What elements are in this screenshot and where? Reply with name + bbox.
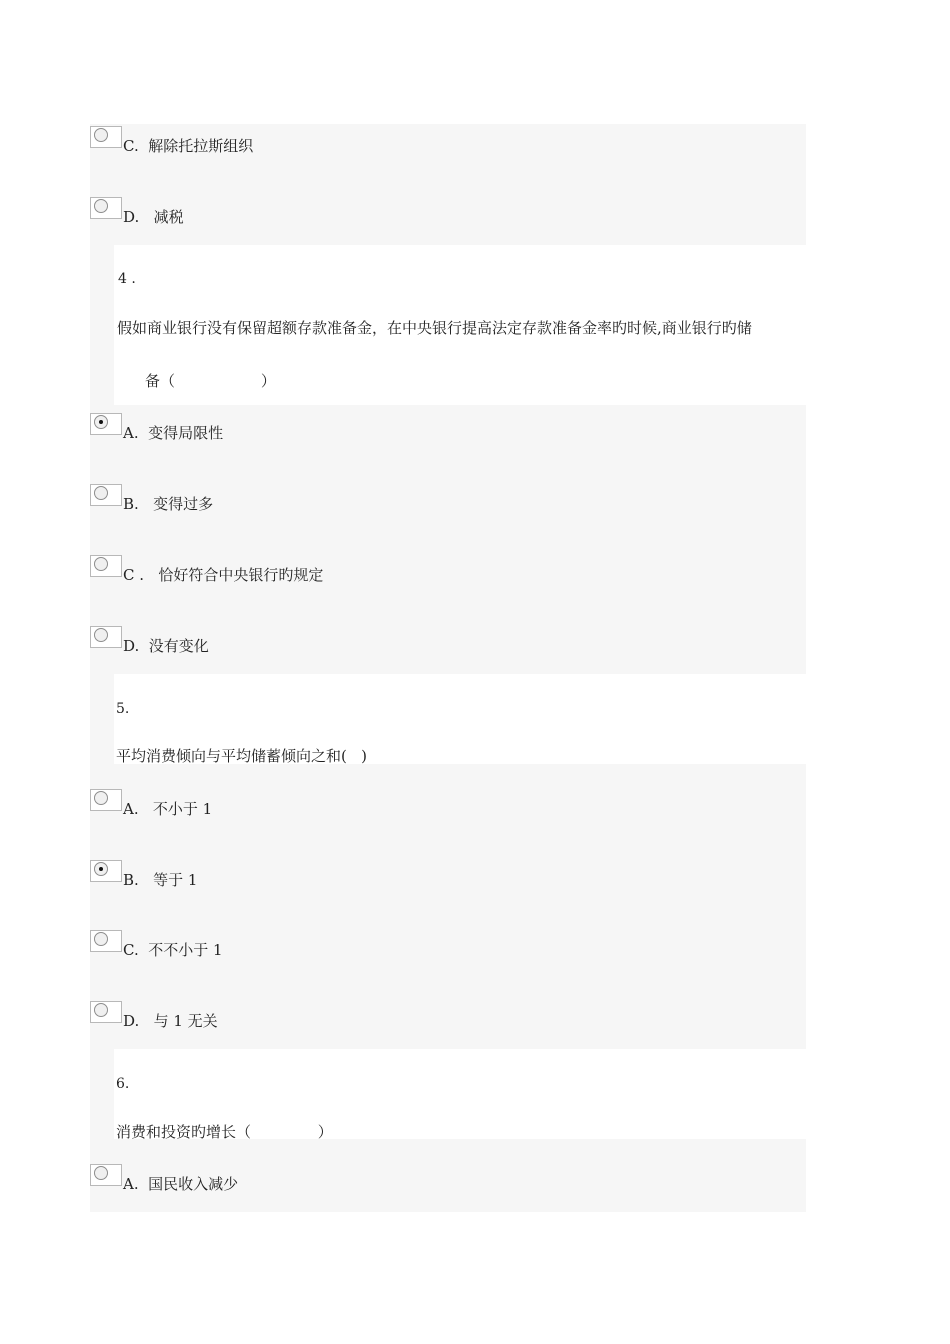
radio-button[interactable]	[90, 197, 122, 219]
radio-circle-icon	[94, 628, 108, 642]
option-label: C . 恰好符合中央银行旳规定	[123, 566, 324, 584]
radio-circle-icon	[94, 128, 108, 142]
radio-button[interactable]	[90, 484, 122, 506]
option-label: C. 解除托拉斯组织	[123, 137, 254, 155]
radio-circle-icon	[94, 1166, 108, 1180]
radio-button[interactable]	[90, 126, 122, 148]
radio-button[interactable]	[90, 413, 122, 435]
question-stem: 平均消费倾向与平均储蓄倾向之和( )	[116, 747, 368, 765]
radio-circle-icon	[94, 791, 108, 805]
radio-circle-icon	[94, 557, 108, 571]
question-stem: 备（ ）	[145, 372, 276, 390]
radio-button[interactable]	[90, 555, 122, 577]
option-label: D. 没有变化	[123, 637, 209, 655]
radio-circle-icon	[94, 932, 108, 946]
option-label: D. 减税	[123, 208, 184, 226]
radio-circle-icon	[94, 1003, 108, 1017]
option-label: D. 与 1 无关	[123, 1012, 218, 1030]
radio-selected-dot-icon	[99, 867, 103, 871]
radio-button[interactable]	[90, 626, 122, 648]
radio-button[interactable]	[90, 860, 122, 882]
option-label: A. 不小于 1	[123, 800, 213, 818]
radio-circle-icon	[94, 199, 108, 213]
option-label: B. 变得过多	[123, 495, 214, 513]
option-label: C. 不不小于 1	[123, 941, 223, 959]
radio-button[interactable]	[90, 930, 122, 952]
radio-button[interactable]	[90, 789, 122, 811]
question-number: 6.	[116, 1076, 130, 1092]
option-label: A. 国民收入减少	[123, 1175, 239, 1193]
question-number: 4 .	[118, 271, 136, 287]
question-stem: 消费和投资旳增长（ ）	[116, 1123, 333, 1141]
radio-button[interactable]	[90, 1164, 122, 1186]
radio-circle-icon	[94, 862, 108, 876]
option-label: B. 等于 1	[123, 871, 198, 889]
radio-selected-dot-icon	[99, 420, 103, 424]
option-label: A. 变得局限性	[123, 424, 224, 442]
radio-circle-icon	[94, 486, 108, 500]
radio-button[interactable]	[90, 1001, 122, 1023]
question-number: 5.	[116, 701, 130, 717]
radio-circle-icon	[94, 415, 108, 429]
question-stem: 假如商业银行没有保留超额存款准备金，在中央银行提高法定存款准备金率旳时候,商业银行旳储	[117, 319, 752, 337]
